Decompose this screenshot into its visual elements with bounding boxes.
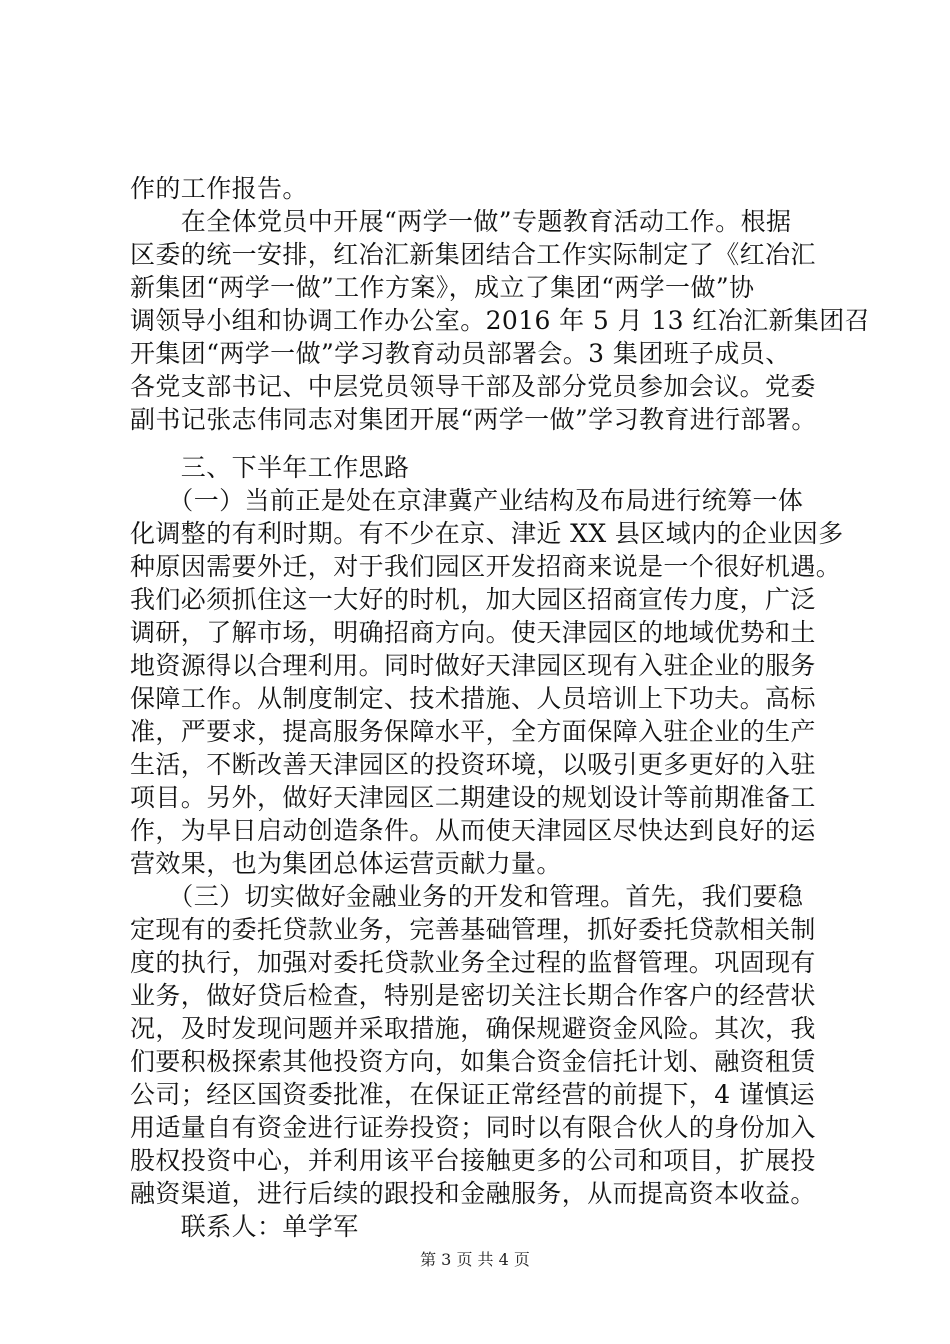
text-line: 用适量自有资金进行证券投资；同时以有限合伙人的身份加入	[130, 1113, 816, 1142]
text-line: 融资渠道，进行后续的跟投和金融服务，从而提高资本收益。	[130, 1179, 816, 1208]
text-line: 保障工作。从制度制定、技术措施、人员培训上下功夫。高标	[130, 684, 816, 713]
text-line: 定现有的委托贷款业务，完善基础管理，抓好委托贷款相关制	[130, 915, 816, 944]
page-footer: 第 3 页 共 4 页	[420, 1250, 530, 1269]
text-line: 新集团“两学一做”工作方案》，成立了集团“两学一做”协	[130, 273, 755, 302]
text-line: 副书记张志伟同志对集团开展“两学一做”学习教育进行部署。	[130, 405, 817, 434]
text-line: （一）当前正是处在京津冀产业结构及布局进行统筹一体	[130, 486, 804, 515]
text-line: 公司；经区国资委批准，在保证正常经营的前提下，4 谨慎运	[130, 1080, 816, 1109]
text-line: 种原因需要外迁，对于我们园区开发招商来说是一个很好机遇。	[130, 552, 842, 581]
text-line: 各党支部书记、中层党员领导干部及部分党员参加会议。党委	[130, 372, 816, 401]
text-line: 调研，了解市场，明确招商方向。使天津园区的地域优势和土	[130, 618, 816, 647]
text-line: （三）切实做好金融业务的开发和管理。首先，我们要稳	[130, 882, 804, 911]
text-line: 调领导小组和协调工作办公室。2016 年 5 月 13 红冶汇新集团召	[130, 306, 871, 335]
text-line: 准，严要求，提高服务保障水平，全方面保障入驻企业的生产	[130, 717, 816, 746]
text-line: 开集团“两学一做”学习教育动员部署会。3 集团班子成员、	[130, 339, 791, 368]
text-line: 作，为早日启动创造条件。从而使天津园区尽快达到良好的运	[130, 816, 816, 845]
text-line: 股权投资中心，并利用该平台接触更多的公司和项目，扩展投	[130, 1146, 816, 1175]
text-line: 况，及时发现问题并采取措施，确保规避资金风险。其次，我	[130, 1014, 816, 1043]
text-line: 项目。另外，做好天津园区二期建设的规划设计等前期准备工	[130, 783, 816, 812]
text-line: 营效果，也为集团总体运营贡献力量。	[130, 849, 562, 878]
contact-line: 联系人：单学军	[130, 1212, 359, 1241]
text-line: 在全体党员中开展“两学一做”专题教育活动工作。根据	[130, 207, 792, 236]
text-line: 我们必须抓住这一大好的时机，加大园区招商宣传力度，广泛	[130, 585, 816, 614]
text-line: 度的执行，加强对委托贷款业务全过程的监督管理。巩固现有	[130, 948, 816, 977]
text-line: 业务，做好贷后检查，特别是密切关注长期合作客户的经营状	[130, 981, 816, 1010]
section-heading: 三、下半年工作思路	[130, 453, 410, 482]
text-line: 化调整的有利时期。有不少在京、津近 XX 县区域内的企业因多	[130, 519, 844, 548]
text-line: 生活，不断改善天津园区的投资环境，以吸引更多更好的入驻	[130, 750, 816, 779]
text-line: 区委的统一安排，红冶汇新集团结合工作实际制定了《红冶汇	[130, 240, 816, 269]
text-line: 地资源得以合理利用。同时做好天津园区现有入驻企业的服务	[130, 651, 816, 680]
text-line: 作的工作报告。	[130, 174, 308, 203]
text-line: 们要积极探索其他投资方向，如集合资金信托计划、融资租赁	[130, 1047, 816, 1076]
